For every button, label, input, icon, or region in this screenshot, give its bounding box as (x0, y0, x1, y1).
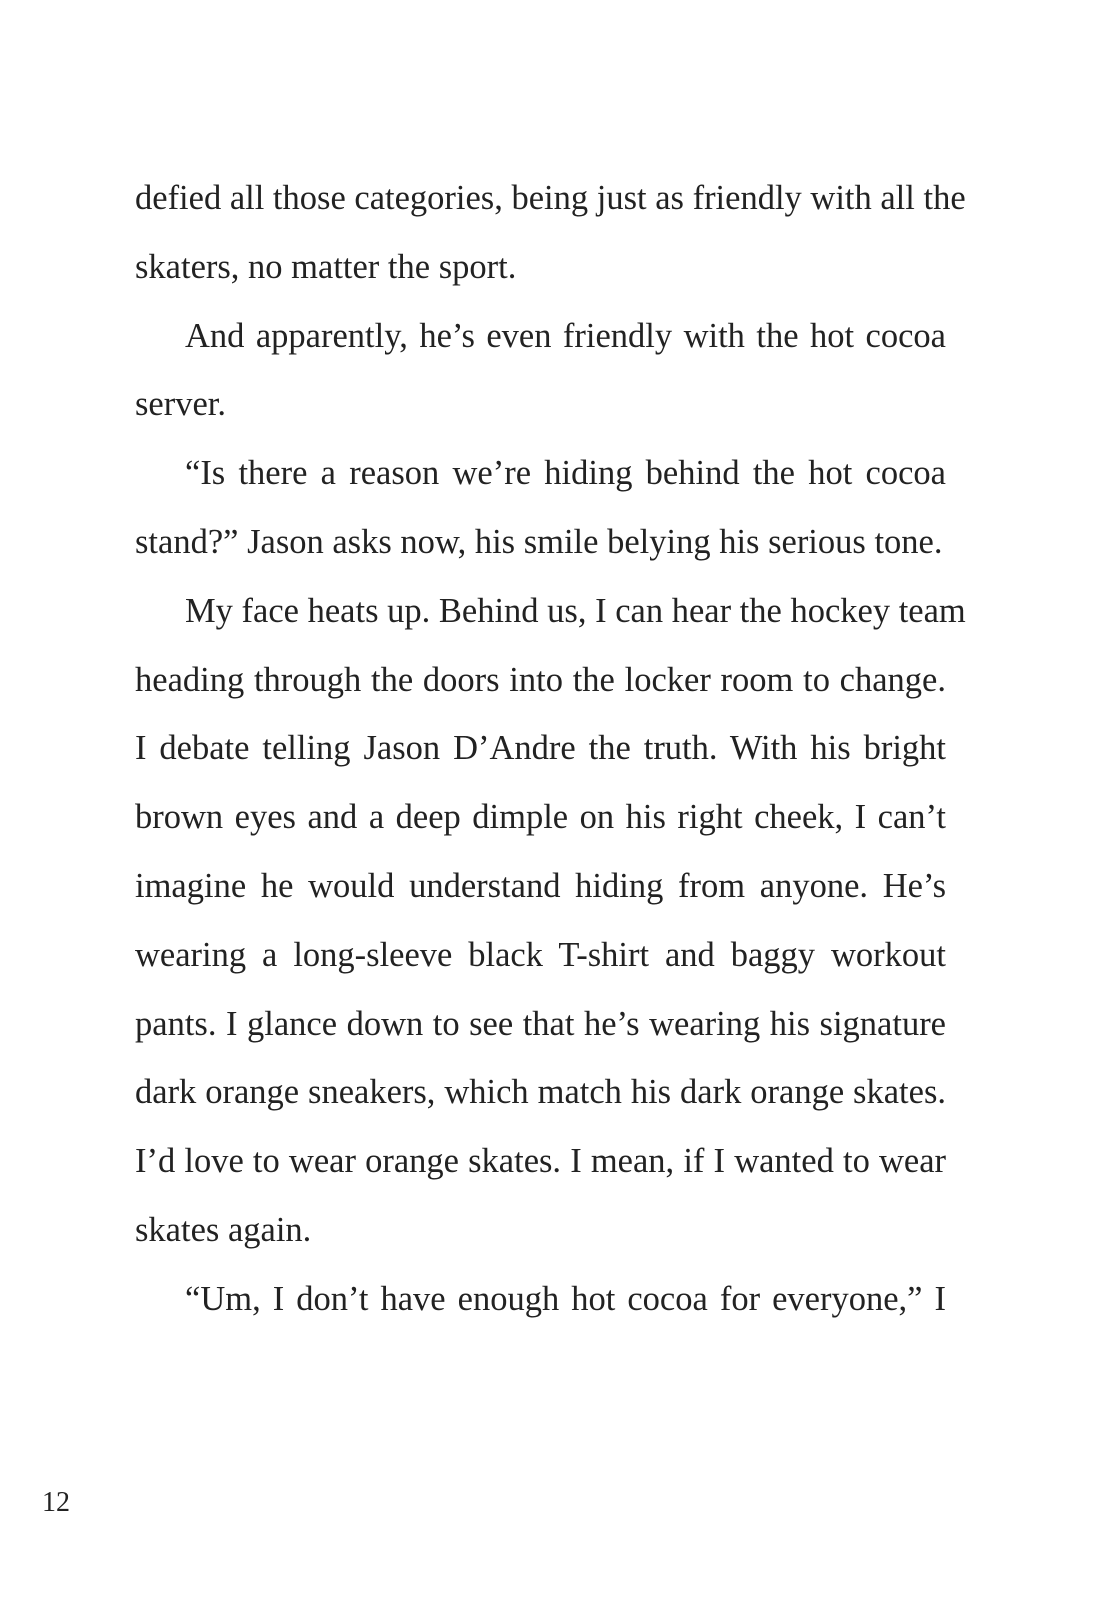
page-number: 12 (42, 1487, 70, 1518)
text-line-2: skaters, no matter the sport. (135, 247, 517, 286)
text-line-14: dark orange sneakers, which match his dark orange skates. (135, 1073, 946, 1112)
text-line-13: pants. I glance down to see that he’s wearing his signature (135, 1004, 946, 1043)
text-line-12: wearing a long-sleeve black T-shirt and baggy workout (135, 935, 946, 974)
text-line-5: “Is there a reason we’re hiding behind the hot cocoa (185, 454, 946, 493)
text-line-1: defied all those categories, being just as friendly with all the (135, 179, 966, 217)
text-line-17: “Um, I don’t have enough hot cocoa for everyone,” I (185, 1279, 946, 1318)
text-line-4: server. (135, 385, 227, 424)
text-line-9: I debate telling Jason D’Andre the truth. With his bright (135, 729, 946, 768)
text-line-11: imagine he would understand hiding from anyone. He’s (135, 866, 946, 905)
page-body-text (135, 164, 966, 1334)
text-line-6: stand?” Jason asks now, his smile belying his serious tone. (135, 522, 943, 561)
text-line-15: I’d love to wear orange skates. I mean, if I wanted to wear (135, 1142, 946, 1181)
text-line-3: And apparently, he’s even friendly with the hot cocoa (185, 316, 946, 355)
text-line-8: heading through the doors into the locker room to change. (135, 660, 946, 699)
text-line-10: brown eyes and a deep dimple on his right cheek, I can’t (135, 798, 946, 837)
text-line-16: skates again. (135, 1210, 312, 1249)
text-line-7: My face heats up. Behind us, I can hear the hockey team (185, 591, 966, 630)
